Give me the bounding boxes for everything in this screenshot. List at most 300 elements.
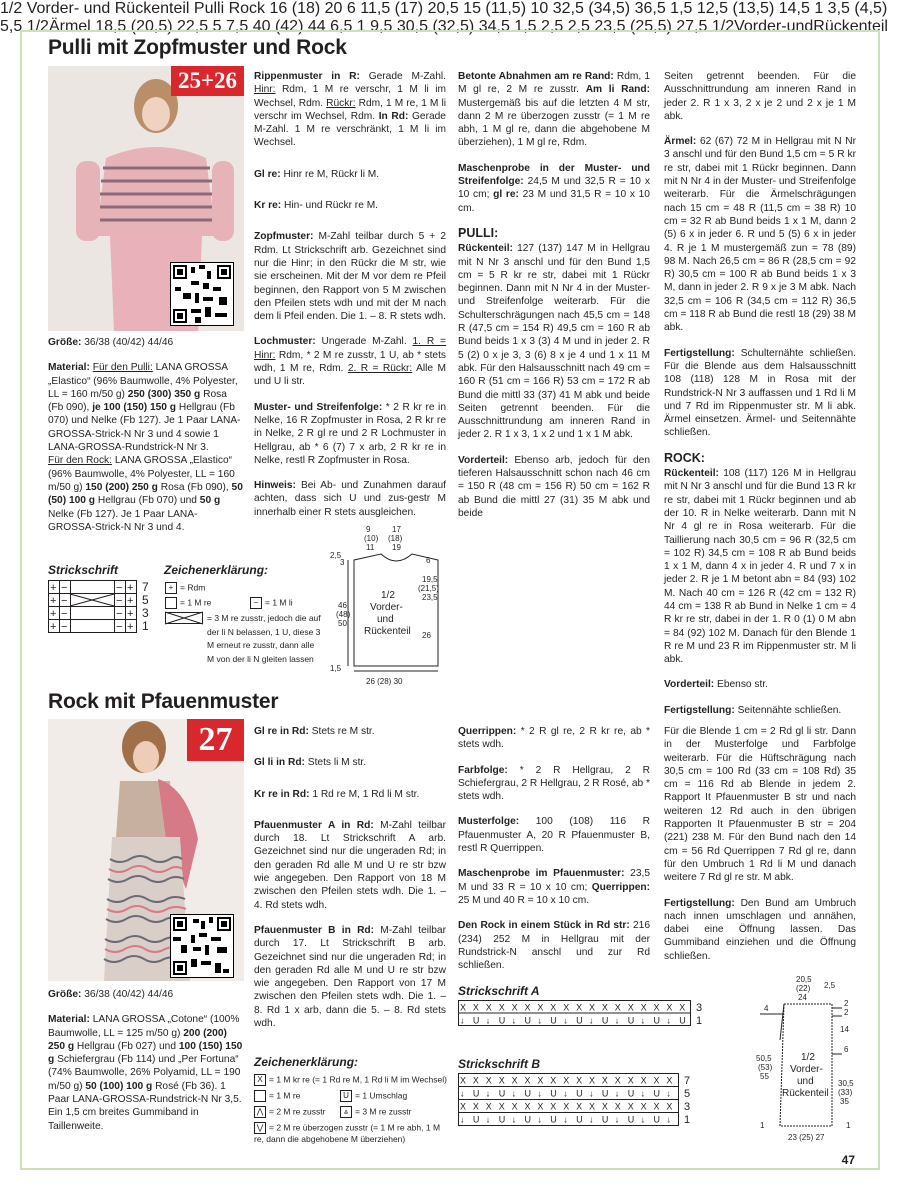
musterfolge-text: 100 (108) 116 R Pfauenmuster A, 20 R Pfauenmuster B, restl R Querrippen. — [458, 816, 650, 855]
rueckenteil-label: Rückenteil: — [458, 243, 513, 255]
chart-stitch-symbol: ↓ — [614, 1088, 620, 1099]
loch-text3: Alle M und U li str. — [254, 363, 446, 388]
chart-stitch-symbol: ↓ — [537, 1015, 542, 1026]
chart-a-row-1: 1 — [696, 1015, 703, 1027]
material2-text1: LANA GROSSA „Cotone“ (100% Baumwolle, LL = 125 m/50 g) — [48, 1014, 240, 1039]
chart-stitch-symbol: U — [550, 1114, 557, 1125]
chart-stitch-symbol: ↓ — [589, 1015, 594, 1026]
chart-stitch-symbol: ↓ — [511, 1015, 517, 1026]
chart-stitch-symbol: U — [472, 1088, 480, 1099]
svg-text:−: − — [116, 582, 123, 594]
chart-row-1: 1 — [142, 619, 149, 633]
material-rock-text2: Rosa (Fb 090), — [160, 481, 229, 493]
chart-stitch-symbol: U — [576, 1114, 583, 1125]
s1-m15-c: 1,5 — [514, 18, 537, 35]
chart-stitch-symbol: X — [524, 1002, 531, 1013]
s1-sleeve-right-1: (34,5) — [588, 0, 631, 17]
chart-stitch-symbol: X — [653, 1101, 660, 1112]
svg-text:−: − — [61, 621, 68, 633]
s1-rock-right1-1: 1 — [356, 18, 366, 35]
s2-left-1: (53) — [758, 1063, 773, 1072]
fertig-text: Schulternähte schließen. Für die Blende aus dem Halsausschnitt 108 (118) 128 M in Rosa mit der Rundstrick-N Nr 3 auffassen und 1 Rd li M und 7 Rd im Rippenmuster str. M li abk. Ärmel einsetzen. Ärmel- und Seitennähte schließen. — [664, 347, 856, 439]
s2-right-1: (33) — [838, 1088, 853, 1097]
chart-stitch-symbol: X — [614, 1101, 621, 1112]
chart-stitch-symbol: X — [472, 1002, 479, 1013]
s2-krre-text: 1 Rd re M, 1 Rd li M str. — [312, 788, 420, 800]
chart-stitch-symbol: U — [653, 1088, 660, 1099]
material-pulli-text3: Hellgrau (Fb 070) und Nelke (Fb 127). Je 1 Paar LANA-GROSSA-Strick-N Nr 3 und 4 sowie 1 LANA-GROSSA-Rundstrick-N Nr 3. — [48, 402, 241, 454]
section1-col2 — [254, 70, 446, 540]
strickschrift-b-label: Strickschrift B — [458, 1057, 541, 1071]
legend2-x-text: = 1 M kr re (= 1 Rd re M, 1 Rd li M im Wechsel) — [269, 1074, 447, 1085]
chart-stitch-symbol: ↓ — [485, 1114, 491, 1125]
chart-stitch-symbol: X — [627, 1002, 634, 1013]
s1-rock-bottom-1: (25,5) — [630, 18, 672, 35]
s2-m2a: 2 — [844, 999, 849, 1008]
rippen-rueck-text: Rdm, 1 M re, 1 M li verschr im Wechsel, Rdm. — [254, 97, 446, 122]
svg-text:−: − — [116, 595, 123, 607]
farb-text: * 2 R Hellgrau, 2 R Schiefergrau, 2 R Hellgrau, 2 R Rosé, ab * stets wdh. — [458, 764, 650, 803]
s2-glre-label: Gl re in Rd: — [254, 726, 309, 737]
chart-stitch-symbol: X — [640, 1075, 647, 1086]
betonte-text1: Rdm, 1 M gl re, 2 M re zusstr. — [458, 71, 650, 96]
s1-back-top2-0: 17 — [392, 525, 401, 534]
chart-stitch-symbol: U — [601, 1015, 609, 1026]
s2-right-0: 30,5 — [838, 1079, 854, 1088]
s1-rock-left-0: 40 — [252, 18, 271, 35]
chart-stitch-symbol: X — [537, 1002, 544, 1013]
chart-stitch-symbol: X — [589, 1002, 596, 1013]
rueckenteil-text: 127 (137) 147 M in Hellgrau mit N Nr 3 anschl und für den Bund 1,5 cm = 5 R kr re str, dabei mit 1 Rückr beginnen. Dann mit N Nr 4 in der Muster- und Streifenfolge weiterarb. Für die Schulterschrägungen nach 45,5 cm = 148 R (47,5 cm = 154 R) 49,5 cm = 160 R ab Bund beids 1 x 3 (3) 4 M und in jeder 2. R 5 (2) 0 x je 3, 3 (6) 8 x je 4 und 1 x 11 M abk. Für den Halsausschnitt nach 49 cm = 160 R (51 cm = 166 R) 53 cm = 172 R ab Bund die mittl 33 (37) 41 M abk und beide Seiten getrennt beenden. Für die Ausschnittrundung am inneren Rand in jeder 2. R 1 x 3, 1 x 2 und 1 x 1 M abk. — [458, 243, 650, 441]
s2-maschen-text2: 25 M und 40 R = 10 x 10 cm. — [458, 894, 590, 906]
schnitt-diagram-2 — [740, 970, 860, 1150]
svg-text:+: + — [50, 595, 57, 607]
querrippen-label: Querrippen: — [458, 726, 517, 737]
chart-stitch-symbol: X — [460, 1002, 467, 1013]
chart-stitch-symbol: ↓ — [589, 1088, 594, 1099]
s1-rock-5: 5 — [212, 18, 222, 35]
s1-back-side-0: 19,5 — [422, 575, 438, 584]
s1-sleeve-left-6: 10 — [530, 0, 549, 17]
s1-m3: 3 — [340, 558, 345, 567]
material-rock-qty2: 50 (50) 100 g — [48, 481, 243, 507]
chart-stitch-symbol: U — [550, 1088, 557, 1099]
s1-back-h: 26 — [422, 631, 431, 640]
material2-text3: Schiefergrau (Fb 114) und „Per Fortuna“ (74% Baumwolle, 26% Polyamid, LL = 190 m/50 g) — [48, 1054, 241, 1092]
s1-back-left-0: 46 — [338, 601, 347, 610]
chart-stitch-symbol: U — [576, 1015, 583, 1026]
muster-label: Muster- und Streifenfolge: — [254, 401, 383, 413]
s1-back-left-1: (48) — [336, 610, 351, 619]
material2-text2: Hellgrau (Fb 027) und — [76, 1040, 177, 1052]
chart-stitch-symbol: ↓ — [485, 1088, 491, 1099]
legend2-re-text: = 1 M re — [269, 1090, 301, 1101]
svg-text:+: + — [127, 608, 134, 620]
s1-rock-left-2: 44 — [307, 18, 326, 35]
s2-maschen-text: 23,5 M und 33 R = 10 x 10 cm; — [458, 868, 650, 893]
chart-stitch-symbol: ↓ — [563, 1114, 568, 1125]
chart-stitch-symbol: ↓ — [460, 1114, 465, 1125]
size2-label: Größe: — [48, 989, 82, 1000]
glre-text: Hinr re M, Rückr li M. — [283, 168, 380, 180]
svg-text:+: + — [50, 621, 57, 633]
s2-glre-text: Stets re M str. — [311, 726, 375, 737]
chart-stitch-symbol: U — [627, 1015, 635, 1026]
material2-qty3: 50 (100) 100 g — [85, 1080, 153, 1092]
section1-title: Pulli mit Zopfmuster und Rock — [48, 36, 347, 59]
legend2-x: X = 1 M kr re (= 1 Rd re M, 1 Rd li M im Wechsel) — [254, 1074, 447, 1086]
vorderteil-text: Ebenso arb, jedoch für den tieferen Halsausschnitt schon nach 46 cm = 150 R (48 cm = 156 R) 50 cm = 162 R ab Bund die mittl 27 (31) 35 M abk und beide — [458, 454, 650, 519]
chart-stitch-symbol: ↓ — [614, 1015, 620, 1026]
material-pulli-qty2: je 100 (150) 150 g — [92, 402, 177, 414]
aermel-label: Ärmel: — [664, 136, 697, 148]
aermel-text: 62 (67) 72 M in Hellgrau mit N Nr 3 anschl und für den Bund 1,5 cm = 5 R kr re str, dabei mit 1 Rückr beginnen. Dann mit N Nr 4 in der Muster- und Streifenfolge weiterarb. Für die Ärmelschrägungen nach 15 cm = 48 R (11,5 cm = 38 R) 10 cm = 32 R ab Bund beids 1 x 1 M, dann 2 (5) 6 x in jeder 6. R und 5 (5) 6 x in jeder 4. R je 1 M mustergemäß zun = 78 (89) 98 M. Nach 26,5 cm = 86 R (28,5 cm = 92 R) 30,5 cm = 100 R ab Bund beids 1 x 3 M, dann in jeder 2. R 9 x je 3 M abk. Nach 32,5 cm = 106 R (34,5 cm = 112 R) 36,5 cm = 118 R ab Bund die restl 18 (29) 38 M abk. — [664, 136, 856, 334]
s1-sleeve-top-1: (18) — [291, 0, 321, 17]
betonte-label: Betonte Abnahmen am re Rand: — [458, 71, 614, 82]
chart-stitch-symbol: ↓ — [589, 1114, 594, 1125]
zopf-label: Zopfmuster: — [254, 231, 314, 243]
svg-text:+: + — [127, 621, 134, 633]
chart-stitch-symbol: ↓ — [640, 1015, 646, 1026]
s2-m14: 14 — [840, 1025, 849, 1034]
material-rock-qty3: 50 g — [199, 495, 221, 507]
chart-stitch-symbol: X — [498, 1101, 505, 1112]
chart-row-5: 5 — [142, 593, 149, 607]
chart-stitch-symbol: U — [627, 1114, 635, 1125]
material-rock-text4: Nelke (Fb 127). Je 1 Paar LANA-GROSSA-Strick-N Nr 3 und 4. — [48, 508, 198, 533]
s1-rock-right-0: 30,5 — [396, 18, 428, 35]
hinweis-label: Hinweis: — [254, 480, 296, 492]
chart-b-row-3: 3 — [684, 1101, 691, 1113]
s1-rock-center: 1/2Vorder-undRückenteil — [711, 18, 888, 35]
chart-stitch-symbol: ↓ — [614, 1114, 620, 1125]
chart-stitch-symbol: U — [550, 1015, 557, 1026]
chart-a-row-3: 3 — [696, 1002, 703, 1014]
s1-back-side-1: (21,5) — [418, 584, 439, 593]
chart-stitch-symbol: U — [472, 1114, 480, 1125]
page-number: 47 — [841, 1153, 855, 1167]
s1-m25: 2,5 — [330, 551, 342, 560]
chart-stitch-symbol: ↓ — [460, 1015, 465, 1026]
chart-stitch-symbol: X — [550, 1101, 557, 1112]
section2-materials — [48, 988, 244, 1145]
pfauA-text: M-Zahl teilbar durch 18. Lt Strickschrift A arb. Gezeichnet sind nur die ungeraden Rd; in den geraden Rd alle M und U re str bzw wie angegeben. Den Rapport von 18 M zwischen den Pfeilen stets wdh. Die 1. – 4. Rd stets wdh. — [254, 819, 446, 911]
s1-rock-right1-0: 6,5 — [330, 18, 353, 35]
material-pulli-link: Für den Pulli: — [92, 362, 153, 374]
chart-stitch-symbol: X — [640, 1002, 647, 1013]
chart-stitch-symbol: X — [653, 1002, 660, 1013]
zeichen-label-1: Zeichenerklärung: — [164, 563, 269, 577]
vorderteil-label: Vorderteil: — [458, 454, 509, 466]
s1-back-side-2: 23,5 — [422, 593, 438, 602]
s2-left-2: 55 — [760, 1072, 769, 1081]
chart-stitch-symbol: X — [511, 1075, 518, 1086]
chart-stitch-symbol: X — [589, 1101, 596, 1112]
farb-label: Farbfolge: — [458, 764, 508, 776]
s1-sleeve-left-2: (17) — [394, 0, 424, 17]
s1-back-bottom: 26 (28) 30 — [366, 677, 403, 686]
chart-stitch-symbol: U — [524, 1114, 531, 1125]
legend2-re — [254, 1090, 300, 1102]
legend-1mli-text: = 1 M li — [265, 597, 293, 608]
rippen-hinr: Hinr: — [254, 84, 276, 96]
material2-text4: Rosé (Fb 36). 1 Paar LANA-GROSSA-Rundstrick-N Nr 3,5. Ein 1,5 cm breites Gummiband in Taillenweite. — [48, 1080, 242, 1132]
s2-querr-label: Querrippen: — [591, 881, 650, 893]
s1-rock-top-1: (20,5) — [130, 18, 173, 35]
legend2-u: U = 1 Umschlag — [340, 1090, 407, 1102]
chart-row-3: 3 — [142, 606, 149, 620]
pfauA-label: Pfauenmuster A in Rd: — [254, 819, 374, 831]
material-rock-text3: Hellgrau (Fb 070) und — [97, 495, 197, 507]
svg-text:+: + — [127, 582, 134, 594]
s1-m15-b: 1,5 — [670, 0, 693, 17]
strickschrift-zopf-chart — [48, 580, 158, 634]
loch-label: Lochmuster: — [254, 336, 316, 348]
chart-row-7: 7 — [142, 580, 149, 594]
chart-stitch-symbol: U — [601, 1088, 609, 1099]
s2-col4-text1: Für die Blende 1 cm = 2 Rd gl li str. Dann in der Musterfolge und Farbfolge weiterarb. Für die Hüftschrägung nach 30,5 cm = 100 Rd (33 cm = 108 Rd) 35 cm = 116 Rd ab Blende in jedem 2. Rapport It Pfauenmuster B str und nach weiteren 12 Rd auch in den übrigen Rapporten It Pfauenmuster B str = 204 (221) 238 M. Für den Bund nach den 14 cm = 56 Rd Querrippen 7 Rd gl re, dann für den Umbruch 1 Rd li M und danach weitere 7 Rd gl re str. M abk. — [664, 726, 856, 884]
section2-col4 — [664, 725, 856, 965]
section1-col3 — [458, 70, 650, 520]
s2-m1b: 1 — [846, 1121, 851, 1130]
s2-m25: 2,5 — [824, 981, 836, 990]
chart-stitch-symbol: X — [627, 1075, 634, 1086]
s2-left-0: 50,5 — [756, 1054, 772, 1063]
chart-stitch-symbol: X — [472, 1075, 479, 1086]
s1-rock-right-1: (32,5) — [432, 18, 475, 35]
chart-stitch-symbol: X — [666, 1101, 673, 1112]
chart-stitch-symbol: X — [601, 1101, 608, 1112]
chart-stitch-symbol: X — [460, 1101, 467, 1112]
s2-glli-label: Gl li in Rd: — [254, 757, 305, 769]
legend-rdm: + = Rdm — [165, 582, 205, 594]
s1-rock-label: Rock — [228, 0, 266, 17]
chart-stitch-symbol: X — [563, 1075, 570, 1086]
s2-rock-text: 216 (234) 252 M in Hellgrau mit der Rundstrick-N anschl und zur Rd schließen. — [458, 920, 650, 972]
chart-stitch-symbol: X — [511, 1002, 518, 1013]
s1-rock-25-b: 2,5 — [567, 18, 590, 35]
section2-badge: 27 — [187, 719, 244, 761]
rippen-in-rd: In Rd: — [378, 110, 409, 122]
chart-stitch-symbol: X — [498, 1075, 505, 1086]
rock-vorder-text: Ebenso str. — [717, 679, 769, 691]
rock-heading: ROCK: — [664, 450, 705, 465]
s2-fertig-text: Den Bund am Umbruch nach innen umschlagen und annähen, dabei eine Öffnung lassen. Das Gummiband einziehen und die Öffnung schließen. — [664, 897, 856, 962]
s1-rock-25-a: 2,5 — [541, 18, 564, 35]
svg-text:+: + — [50, 582, 57, 594]
chart-b-row-5: 5 — [684, 1088, 691, 1100]
s1-sleeve-b1: 1 — [814, 0, 824, 17]
chart-stitch-symbol: X — [614, 1075, 621, 1086]
s1-sleeve-bottom-0: 12,5 — [696, 0, 729, 17]
s1-m15-a: 1,5 — [330, 664, 342, 673]
chart-stitch-symbol: X — [576, 1101, 583, 1112]
s1-sleeve-b2-2: 5,5 — [0, 18, 23, 35]
s1-sleeve-center: 1/2Ärmel — [26, 18, 91, 35]
s1-sleeve-b2-0: 3,5 — [827, 0, 850, 17]
strickschrift-a-label: Strickschrift A — [458, 984, 540, 998]
fertig-label: Fertigstellung: — [664, 347, 735, 359]
pfauB-label: Pfauenmuster B in Rd: — [254, 924, 375, 936]
maschen-text2: 23 M und 31,5 R = 10 x 10 cm. — [458, 189, 650, 214]
chart-stitch-symbol: U — [498, 1088, 506, 1099]
material-rock-link: Für den Rock: — [48, 455, 112, 467]
chart-stitch-symbol: ↓ — [537, 1088, 542, 1099]
s2-right-2: 35 — [840, 1097, 849, 1106]
material2-label: Material: — [48, 1014, 90, 1026]
section1-materials — [48, 336, 244, 546]
chart-stitch-symbol: ↓ — [563, 1088, 568, 1099]
legend2-ueb: ⋁ = 2 M re überzogen zusstr (= 1 M re abh, 1 M re, dann die abgehobene M überziehen) — [254, 1122, 441, 1144]
legend2-u-text: = 1 Umschlag — [355, 1090, 408, 1101]
chart-stitch-symbol: X — [627, 1101, 634, 1112]
s1-back-top-0: 9 — [366, 525, 371, 534]
chart-stitch-symbol: U — [498, 1015, 506, 1026]
col4-cont-text: Seiten getrennt beenden. Für die Ausschnittrundung am inneren Rand in jeder 2. R 1 x 3, 2 x je 2 und 2 x je 1 M abk. — [664, 71, 856, 122]
qr-code-1[interactable] — [170, 262, 234, 326]
chart-stitch-symbol: U — [524, 1088, 531, 1099]
chart-b-row-7: 7 — [684, 1075, 691, 1087]
s2-top-0: 20,5 — [796, 975, 812, 984]
section1-col4 — [664, 70, 856, 716]
size-value: 36/38 (40/42) 44/46 — [84, 337, 174, 348]
chart-stitch-symbol: X — [550, 1075, 557, 1086]
chart-stitch-symbol: X — [653, 1075, 660, 1086]
chart-stitch-symbol: U — [472, 1015, 480, 1026]
svg-text:+: + — [127, 595, 134, 607]
legend-1mli: − = 1 M li — [250, 597, 293, 609]
s2-bottom: 23 (25) 27 — [788, 1133, 825, 1142]
chart-stitch-symbol: X — [576, 1002, 583, 1013]
chart-stitch-symbol: ↓ — [485, 1015, 491, 1026]
chart-stitch-symbol: ↓ — [537, 1114, 542, 1125]
loch-text1: Ungerade M-Zahl. — [321, 336, 407, 348]
chart-stitch-symbol: U — [679, 1015, 686, 1026]
qr-code-icon — [171, 915, 233, 977]
s1-back-top-2: 11 — [366, 543, 375, 552]
hinweis-text: Bei Ab- und Zunahmen darauf achten, dass sich U und zus-gestr M innerhalb einer R stets ausgleichen. — [254, 480, 446, 518]
chart-stitch-symbol: ↓ — [460, 1088, 465, 1099]
strickschrift-a-chart — [458, 1000, 708, 1030]
chart-stitch-symbol: ↓ — [666, 1015, 671, 1026]
chart-stitch-symbol: X — [485, 1002, 492, 1013]
s1-rock-left-1: (42) — [274, 18, 304, 35]
rock-fertig-text: Seitennähte schließen. — [737, 704, 842, 716]
material-pulli-text2: Rosa (Fb 090), — [48, 388, 227, 414]
svg-text:−: − — [61, 595, 68, 607]
maschen-text: 24,5 M und 32,5 R = 10 x 10 cm; — [458, 176, 650, 201]
chart-stitch-symbol: X — [511, 1101, 518, 1112]
s1-sleeve-left-3: 20,5 — [427, 0, 459, 17]
s1-sleeve-b2-1: (4,5) — [854, 0, 888, 17]
chart-stitch-symbol: X — [537, 1075, 544, 1086]
size-label: Größe: — [48, 337, 82, 348]
material-rock-qty: 150 (200) 250 g — [85, 481, 158, 493]
material-rock-text: LANA GROSSA „Elastico“ (96% Baumwolle, 4% Polyester, LL = 160 m/50 g) — [48, 455, 235, 493]
chart-stitch-symbol: X — [460, 1075, 467, 1086]
chart-stitch-symbol: X — [498, 1002, 505, 1013]
chart-stitch-symbol: X — [563, 1002, 570, 1013]
chart-b-row-1: 1 — [684, 1114, 691, 1126]
s1-back-top2-2: 19 — [392, 543, 401, 552]
schnitt-diagrams-1 — [326, 520, 656, 710]
svg-text:−: − — [61, 582, 68, 594]
legend-1mre-text: = 1 M re — [180, 597, 212, 608]
cable-symbol-icon — [165, 612, 203, 624]
querrippen-text: * 2 R gl re, 2 R kr re, ab * stets wdh. — [458, 726, 650, 751]
chart-stitch-symbol: U — [498, 1114, 506, 1125]
chart-stitch-symbol: X — [472, 1101, 479, 1112]
svg-text:−: − — [116, 621, 123, 633]
s1-pulli-label: Pulli — [193, 0, 225, 17]
legend2-3re-text: = 3 M re zusstr — [355, 1106, 412, 1117]
material-label: Material: — [48, 362, 90, 374]
legend2-2re: ⋀ = 2 M re zusstr — [254, 1106, 325, 1118]
s1-sleeve-top-2: 20 — [324, 0, 343, 17]
chart-stitch-symbol: X — [601, 1075, 608, 1086]
chart-stitch-symbol: U — [653, 1114, 660, 1125]
s2-top-2: 24 — [798, 993, 807, 1002]
s1-back-top-1: (10) — [364, 534, 379, 543]
chart-stitch-symbol: ↓ — [640, 1088, 646, 1099]
s1-sleeve-left-5: (11,5) — [485, 0, 527, 17]
rock-ruecken-label: Rückenteil: — [664, 468, 719, 480]
s1-back-left-2: 50 — [338, 619, 347, 628]
s1-sleeve-left-0: 6 — [346, 0, 356, 17]
section2-col2 — [254, 725, 446, 1030]
s1-m6: 6 — [426, 556, 431, 565]
section2-title: Rock mit Pfauenmuster — [48, 690, 279, 713]
s1-rock-top-2: 22,5 — [177, 18, 209, 35]
glre-label: Gl re: — [254, 168, 281, 180]
chart-stitch-symbol: X — [563, 1101, 570, 1112]
legend-1mre — [165, 597, 211, 609]
s2-m1a: 1 — [760, 1121, 765, 1130]
legend-cable-text: = 3 M re zusstr, jedoch die auf der li N belassen, 1 U, diese 3 M erneut re zusstr, dann alle M von der li N gleiten lassen — [207, 613, 321, 664]
s2-glli-text: Stets li M str. — [307, 757, 367, 769]
rippen-rd-text: Gerade M-Zahl. 1 M re verschränkt, 1 M li im Wechsel. — [254, 110, 446, 149]
chart-stitch-symbol: X — [524, 1075, 531, 1086]
betonte-text2: Mustergemäß bis auf die letzten 4 M str, dann 2 M re überzogen zusstr (= 1 M re abh, 1 M gl re, dann die abgehobene M überziehen), 1 M gl re, Rdm. — [458, 97, 650, 149]
strickschrift-label: Strickschrift — [48, 563, 119, 577]
material2-qty2: 100 (150) 150 g — [48, 1040, 243, 1066]
glre2-label: gl re: — [493, 189, 519, 201]
section1-badge: 25+26 — [171, 66, 244, 96]
chart-stitch-symbol: X — [537, 1101, 544, 1112]
size2-value: 36/38 (40/42) 44/46 — [84, 989, 174, 1000]
section2-col3 — [458, 725, 650, 985]
chart-stitch-symbol: X — [485, 1075, 492, 1086]
chart-stitch-symbol: ↓ — [563, 1015, 568, 1026]
chart-stitch-symbol: ↓ — [511, 1088, 517, 1099]
chart-stitch-symbol: X — [666, 1075, 673, 1086]
loch-hin-label: 1. R = Hinr: — [254, 336, 446, 361]
s1-sleeve-right-0: 32,5 — [552, 0, 584, 17]
s1-sleeve-left-1: 11,5 — [360, 0, 391, 17]
zeichen-label-2: Zeichenerklärung: — [254, 1055, 359, 1069]
chart-stitch-symbol: U — [627, 1088, 635, 1099]
chart-stitch-symbol: ↓ — [511, 1114, 517, 1125]
loch-text2: Rdm, * 2 M re zusstr, 1 U, ab * stets wdh, 1 M re, Rdm. — [254, 349, 446, 375]
s1-sleeve-top-0: 16 — [269, 0, 288, 17]
chart-stitch-symbol: X — [589, 1075, 596, 1086]
s2-m4: 4 — [764, 1004, 769, 1013]
s2-center: 1/2 Vorder-und Rückenteil — [782, 1052, 829, 1099]
qr-code-2[interactable] — [170, 914, 234, 978]
chart-stitch-symbol: X — [601, 1002, 608, 1013]
pfauB-text: M-Zahl teilbar durch 17. Lt Strickschrift B arb. Gezeichnet sind nur die ungeraden Rd; in den geraden Rd alle M und U re str bzw wie angegeben. Den Rapport von 17 M zwischen den Pfeilen stets wdh. Die 1. – 8. Rd 1 x arb, dann die 5. – 8. Rd stets wdh. — [254, 924, 446, 1030]
zopf-text: M-Zahl teilbar durch 5 + 2 Rdm. Lt Strickschrift arb. Gezeichnet sind nur die Hinr; in den Rückr die M str, wie sie erscheinen. Mit der M vor dem re Pfeil beginnen, den Rapport von 5 M zwischen den Pfeilen stets wdh und mit der M nach dem li Pfeil enden. Die 1. – 8. R stets wdh. — [254, 231, 446, 323]
